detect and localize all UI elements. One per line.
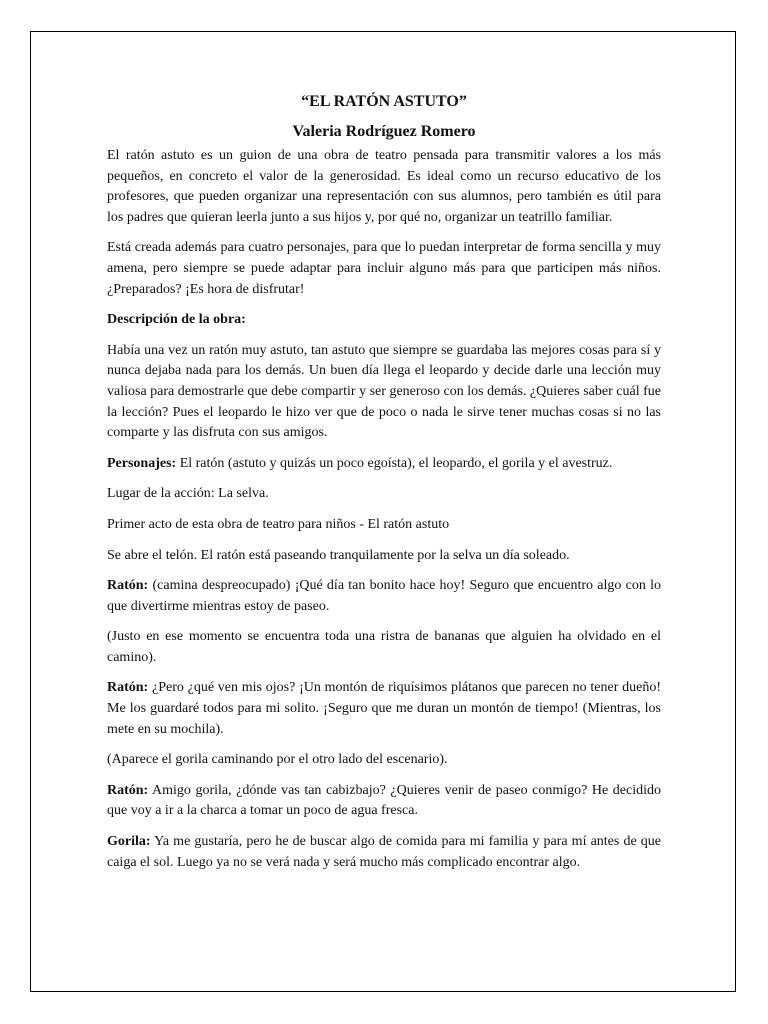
speaker-label-gorila: Gorila:	[107, 834, 151, 850]
intro-paragraph-2: Está creada además para cuatro personajes, para que lo puedan interpretar de forma sencilla y muy amena, pero siempre se puede adaptar para incluir alguno más para que participen más niños. ¿Preparados? ¡Es hora de disfrutar!	[107, 240, 661, 297]
act-title: Primer acto de esta obra de teatro para niños - El ratón astuto	[107, 516, 450, 532]
speaker-label-raton: Ratón:	[107, 680, 149, 696]
characters-label: Personajes:	[107, 455, 177, 471]
characters-text: El ratón (astuto y quizás un poco egoísta), el leopardo, el gorila y el avestruz.	[176, 455, 613, 471]
dialogue-raton-3	[107, 781, 661, 822]
dialogue-text: (camina despreocupado) ¡Qué día tan bonito hace hoy! Seguro que encuentro algo con lo que divertirme mientras estoy de paseo.	[107, 578, 661, 614]
dialogue-gorila-1	[107, 832, 661, 873]
speaker-label-raton: Ratón:	[107, 578, 149, 594]
description-paragraph: Había una vez un ratón muy astuto, tan astuto que siempre se guardaba las mejores cosas para sí y nunca dejaba nada para los demás. Un buen día llega el leopardo y decide darle una lección muy valiosa para demostrarle que debe compartir y ser generoso con los demás. ¿Quieres saber cuál fue la lección? Pues el leopardo le hizo ver que de poco o nada le sirve tener muchas cosas si no las comparte y las disfruta con sus amigos.	[107, 342, 661, 441]
speaker-label-raton: Ratón:	[107, 782, 149, 798]
stage-direction-1: Se abre el telón. El ratón está paseando tranquilamente por la selva un día soleado.	[107, 547, 570, 563]
stage-direction-3: (Aparece el gorila caminando por el otro lado del escenario).	[107, 752, 448, 768]
stage-direction-2: (Justo en ese momento se encuentra toda una ristra de bananas que alguien ha olvidado en el camino).	[107, 629, 661, 665]
document-page	[30, 31, 736, 992]
setting-paragraph: Lugar de la acción: La selva.	[107, 486, 269, 502]
dialogue-text: Amigo gorila, ¿dónde vas tan cabizbajo? ¿Quieres venir de paseo conmigo? He decidido que voy a ir a la charca a tomar un poco de agua fresca.	[107, 782, 661, 819]
intro-paragraph-1: El ratón astuto es un guion de una obra de teatro pensada para transmitir valores a los más pequeños, en concreto el valor de la generosidad. Es ideal como un recurso educativo de los profesores, que pueden organizar una representación con sus alumnos, pero también es útil para los padres que quieran leerla junto a sus hijos y, por qué no, organizar un teatrillo familiar.	[107, 148, 661, 225]
dialogue-raton-1	[107, 576, 661, 617]
document-author: Valeria Rodríguez Romero	[292, 123, 476, 140]
dialogue-raton-2	[107, 678, 661, 740]
description-heading	[107, 310, 661, 331]
characters-paragraph	[107, 454, 661, 475]
description-heading-text: Descripción de la obra:	[107, 312, 246, 328]
document-title: “EL RATÓN ASTUTO”	[301, 93, 467, 110]
dialogue-text: ¿Pero ¿qué ven mis ojos? ¡Un montón de riquísimos plátanos que parecen no tener dueño! Me los guardaré todos para mi solito. ¡Seguro que me duran un montón de tiempo! (Mientras, los mete en su mochila).	[107, 680, 661, 737]
dialogue-text: Ya me gustaría, pero he de buscar algo de comida para mi familia y para mí antes de que caiga el sol. Luego ya no se verá nada y será mucho más complicado encontrar algo.	[107, 834, 661, 870]
document-content	[107, 92, 661, 883]
